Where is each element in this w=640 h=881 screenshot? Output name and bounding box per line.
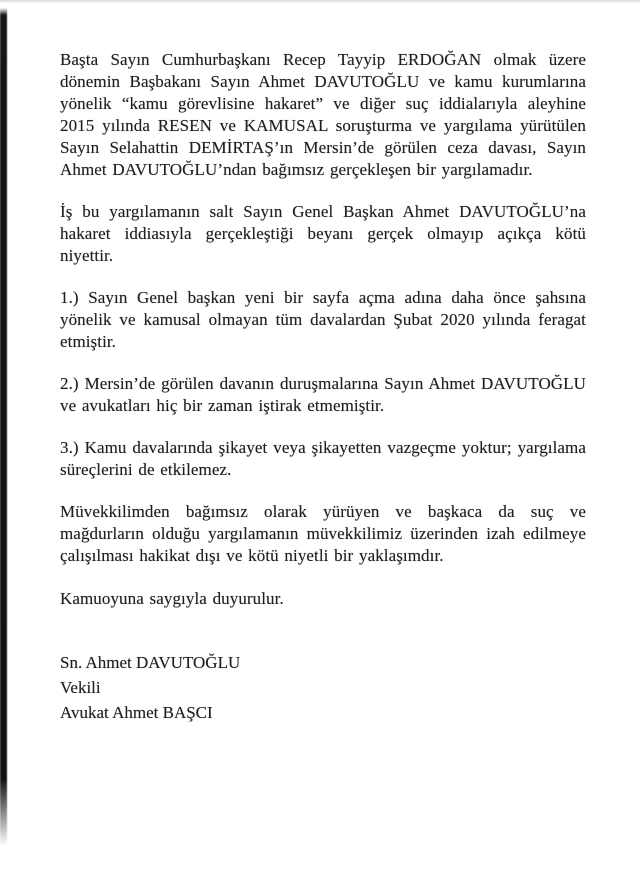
paragraph: Müvekkilimden bağımsız olarak yürüyen ve başkaca da suç ve mağdurların olduğu yargılamanın müvekkilimiz üzerinden izah edilmeye çalışılması hakikat dışı ve kötü niyetli bir yaklaşımdır.: [60, 502, 586, 565]
paragraph: Başta Sayın Cumhurbaşkanı Recep Tayyip ERDOĞAN olmak üzere dönemin Başbakanı Sayın Ahmet DAVUTOĞLU ve kamu kurumlarına yönelik “kamu görevlisine hakaret” ve diğer suç iddialarıyla aleyhine 2015 yılında RESEN ve KAMUSAL soruşturma ve yargılama yürütülen Sayın Selahattin DEMİRTAŞ’ın Mersin’de görülen ceza davası, Sayın Ahmet DAVUTOĞLU’ndan bağımsız gerçekleşen bir yargılamadır.: [60, 50, 586, 179]
paragraph-numbered-2: 2.) Mersin’de görülen davanın duruşmalarına Sayın Ahmet DAVUTOĞLU ve avukatları hiç bir zaman iştirak etmemiştir.: [60, 374, 586, 415]
scan-edge-strip: [0, 8, 7, 846]
paragraph-numbered-1: 1.) Sayın Genel başkan yeni bir sayfa açma adına daha önce şahsına yönelik ve kamusal olmayan tüm davalardan Şubat 2020 yılında feragat etmiştir.: [60, 288, 586, 351]
document-body: [60, 49, 586, 725]
signature-attorney: Avukat Ahmet BAŞCI: [60, 703, 213, 722]
closing-line: Kamuoyuna saygıyla duyurulur.: [60, 589, 284, 608]
signature-name: Sn. Ahmet DAVUTOĞLU: [60, 653, 241, 672]
paragraph-numbered-3: 3.) Kamu davalarında şikayet veya şikayetten vazgeçme yoktur; yargılama süreçlerini de etkilemez.: [60, 438, 586, 479]
signature-block: [60, 650, 586, 725]
paragraph: İş bu yargılamanın salt Sayın Genel Başkan Ahmet DAVUTOĞLU’na hakaret iddiasıyla gerçekleştiği beyanı gerçek olmayıp açıkça kötü niyettir.: [60, 202, 586, 265]
signature-role: Vekili: [60, 678, 101, 697]
scan-top-edge: [0, 0, 640, 3]
